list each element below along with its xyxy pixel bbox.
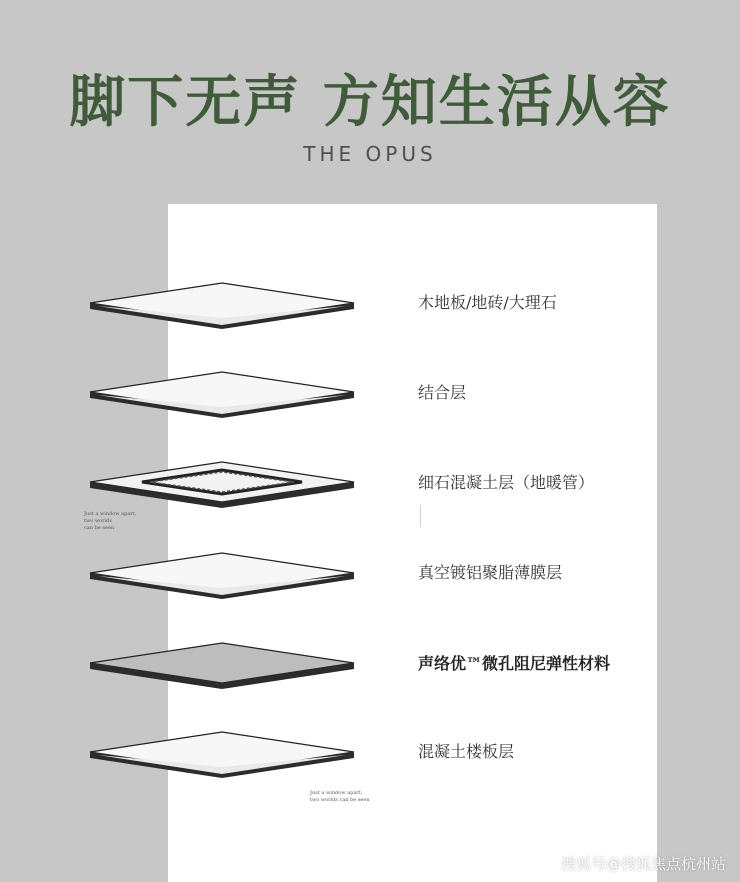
layer-label-wood-floor: 木地板/地砖/大理石 [418, 293, 557, 312]
brand-name: THE OPUS [303, 142, 437, 166]
headline: 脚下无声 方知生活从容 [69, 69, 671, 135]
layer-slab-concrete-heating [90, 462, 354, 508]
divider-tick [420, 505, 421, 527]
layer-label-aluminum-film: 真空镀铝聚脂薄膜层 [418, 563, 563, 582]
layer-slab-concrete-floor [90, 732, 354, 778]
layer-slab-bonding [90, 372, 354, 418]
layer-label-concrete-floor: 混凝土楼板层 [418, 742, 515, 761]
side-note: Just a window apart, two worlds can be seen [84, 511, 137, 531]
watermark: 搜狐号@搜狐焦点杭州站 [560, 855, 726, 873]
layer-slab-wood-floor [90, 283, 354, 329]
layer-label-concrete-heating: 细石混凝土层（地暖管） [418, 473, 595, 492]
bottom-note: Just a window apart, two worlds can be seen [310, 790, 370, 803]
layer-label-bonding: 结合层 [418, 383, 467, 402]
layer-slab-aluminum-film [90, 553, 354, 599]
layer-slab-damping-material [90, 643, 354, 689]
layer-label-damping-material: 声络优™微孔阻尼弹性材料 [418, 654, 611, 673]
